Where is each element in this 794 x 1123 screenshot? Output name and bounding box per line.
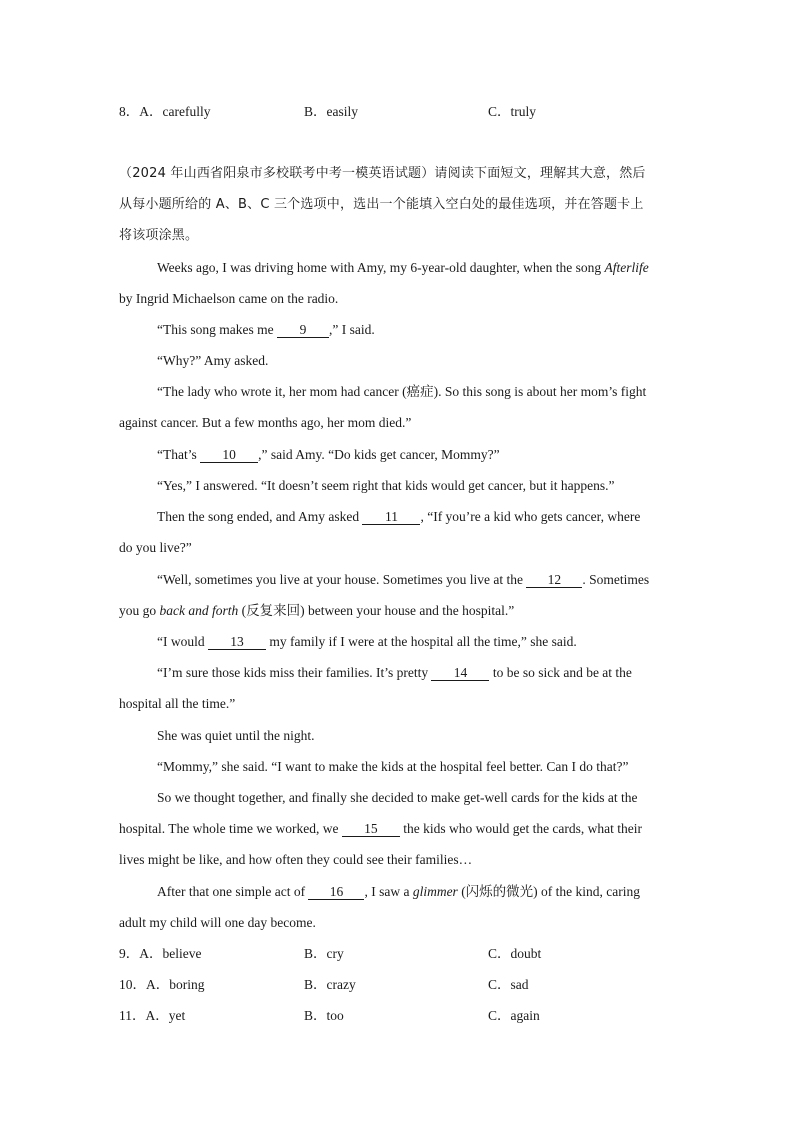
passage-line: hospital all the time.”	[119, 696, 236, 711]
passage-line: against cancer. But a few months ago, her mom died.”	[119, 415, 412, 430]
passage-line: “The lady who wrote it, her mom had cancer (癌症). So this song is about her mom’s fight	[157, 384, 647, 399]
passage-text: you go	[119, 603, 160, 618]
passage-line	[157, 445, 717, 465]
intro-line-3: 将该项涂黑。	[119, 228, 199, 243]
blank-12: 12	[526, 572, 582, 588]
q11-option-a: 11．A．yet	[119, 1008, 186, 1023]
italic-word: glimmer	[412, 884, 458, 899]
intro-line-2: 从每小题所给的 A、B、C 三个选项中，选出一个能填入空白处的最佳选项，并在答题卡上	[119, 197, 644, 212]
passage-line: do you live?”	[119, 540, 192, 555]
q9-option-a: 9．A．believe	[119, 946, 202, 961]
blank-11: 11	[362, 509, 420, 525]
q11-option-c: C．again	[488, 1008, 540, 1023]
q11-option-b: B．too	[304, 1008, 344, 1023]
q9-option-b: B．cry	[304, 946, 344, 961]
passage-text: Then the song ended, and Amy asked	[157, 509, 363, 524]
passage-text: my family if I were at the hospital all the time,” she said.	[266, 634, 577, 649]
blank-15: 15	[342, 821, 400, 837]
passage-line: “Why?” Amy asked.	[157, 353, 269, 368]
passage-text: ,” I said.	[328, 322, 375, 337]
passage-line: “Yes,” I answered. “It doesn’t seem right that kids would get cancer, but it happens.”	[157, 478, 615, 493]
blank-9: 9	[277, 322, 329, 338]
q10-option-c: C．sad	[488, 977, 529, 992]
passage-line	[157, 663, 717, 683]
passage-line	[119, 819, 679, 839]
blank-10: 10	[200, 447, 258, 463]
passage-text: ,” said Amy. “Do kids get cancer, Mommy?”	[258, 447, 500, 462]
passage-text: , I saw a	[364, 884, 413, 899]
blank-16: 16	[308, 884, 364, 900]
q9-option-c: C．doubt	[488, 946, 542, 961]
passage-line	[157, 258, 717, 278]
passage-line: “Mommy,” she said. “I want to make the kids at the hospital feel better. Can I do that?”	[157, 759, 629, 774]
passage-text: “This song makes me	[157, 322, 277, 337]
blank-14: 14	[431, 665, 489, 681]
passage-line: adult my child will one day become.	[119, 915, 316, 930]
q10-option-b: B．crazy	[304, 977, 356, 992]
passage-text: , “If you’re a kid who gets cancer, where	[420, 509, 641, 524]
passage-line: So we thought together, and finally she decided to make get-well cards for the kids at the	[157, 790, 638, 805]
q8-option-b: B．easily	[304, 104, 358, 119]
intro-line-1: （2024 年山西省阳泉市多校联考中考一模英语试题）请阅读下面短文，理解其大意，然后	[119, 166, 646, 181]
passage-text: “That’s	[157, 447, 201, 462]
passage-line	[157, 320, 717, 340]
passage-text: . Sometimes	[582, 572, 650, 587]
passage-text: “I’m sure those kids miss their families. It’s pretty	[157, 665, 432, 680]
passage-text: hospital. The whole time we worked, we	[119, 821, 342, 836]
passage-text: the kids who would get the cards, what their	[399, 821, 643, 836]
passage-line	[157, 570, 717, 590]
passage-line	[157, 632, 717, 652]
passage-text: (反复来回) between your house and the hospital.”	[238, 603, 515, 618]
passage-text: to be so sick and be at the	[489, 665, 632, 680]
passage-text: After that one simple act of	[157, 884, 309, 899]
q8-option-a: 8．A．carefully	[119, 104, 211, 119]
passage-text: Weeks ago, I was driving home with Amy, my 6-year-old daughter, when the song	[157, 260, 605, 275]
song-title: Afterlife	[604, 260, 649, 275]
passage-text: “Well, sometimes you live at your house. Sometimes you live at the	[157, 572, 527, 587]
passage-line: lives might be like, and how often they could see their families…	[119, 852, 473, 867]
q10-option-a: 10．A．boring	[119, 977, 205, 992]
passage-line	[157, 882, 717, 902]
blank-13: 13	[208, 634, 266, 650]
passage-text: “I would	[157, 634, 208, 649]
passage-line: She was quiet until the night.	[157, 728, 315, 743]
passage-line	[119, 601, 679, 621]
italic-phrase: back and forth	[159, 603, 239, 618]
passage-line	[157, 507, 717, 527]
passage-text: (闪烁的微光) of the kind, caring	[457, 884, 641, 899]
passage-line: by Ingrid Michaelson came on the radio.	[119, 291, 339, 306]
q8-option-c: C．truly	[488, 104, 537, 119]
